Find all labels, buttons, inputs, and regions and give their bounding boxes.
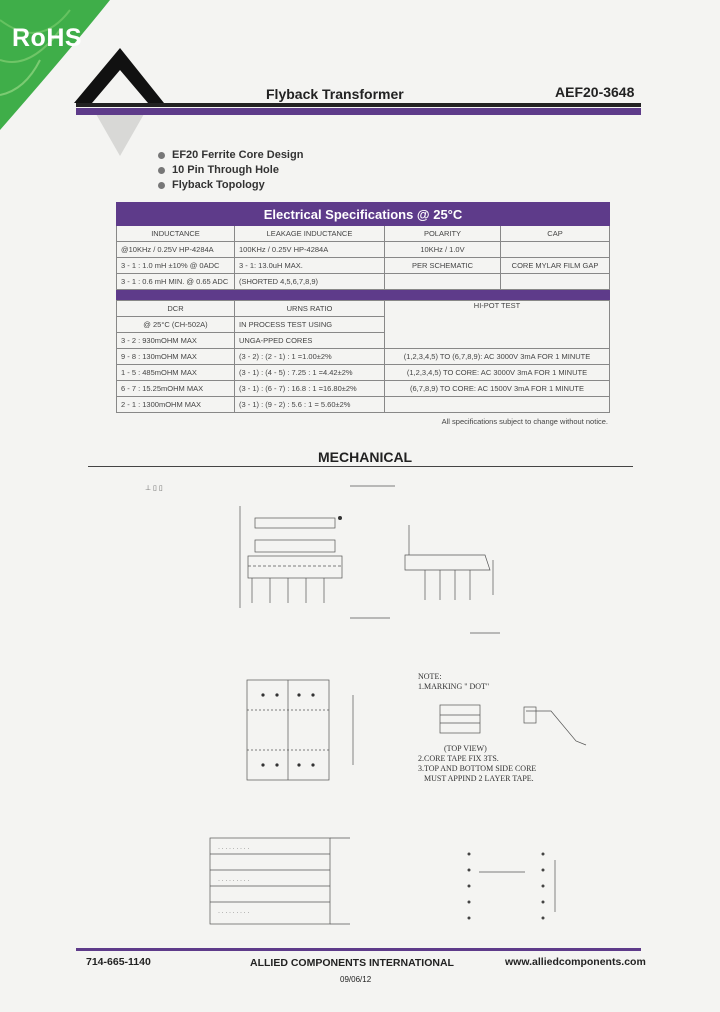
table-cell (385, 274, 501, 290)
table-cell: (1,2,3,4,5) TO (6,7,8,9): AC 3000V 3mA FOR 1 MINUTE (385, 349, 610, 365)
col-header: INDUCTANCE (117, 226, 235, 242)
notes-title: NOTE: (418, 672, 442, 681)
note-line: (TOP VIEW) (444, 744, 487, 753)
revision-date: 09/06/12 (340, 975, 372, 984)
svg-text:⊥ ▯ ▯: ⊥ ▯ ▯ (145, 485, 163, 492)
table-cell: (3 - 1) : (6 - 7) : 16.8 : 1 =16.80±2% (235, 381, 385, 397)
table-cell: 9 - 8 : 130mOHM MAX (117, 349, 235, 365)
part-number: AEF20-3648 (555, 84, 635, 100)
table-cell (501, 242, 610, 258)
col-header: CAP (501, 226, 610, 242)
top-view-drawing (235, 655, 365, 805)
company-name: ALLIED COMPONENTS INTERNATIONAL (250, 957, 454, 969)
side-view-drawing (140, 478, 400, 628)
table-cell: PER SCHEMATIC (385, 258, 501, 274)
section-band (117, 290, 610, 300)
note-line: 1.MARKING " DOT" (418, 682, 490, 691)
svg-text:· · · · · · · · ·: · · · · · · · · · (218, 878, 250, 884)
spec-table-title: Electrical Specifications @ 25°C (117, 203, 610, 226)
footer-rule (76, 948, 641, 951)
product-title: Flyback Transformer (266, 86, 404, 102)
mechanical-rule (88, 466, 633, 467)
header-rule (76, 103, 641, 107)
col-header: HI-POT TEST (385, 301, 610, 349)
note-line: 2.CORE TAPE FIX 3TS. (418, 754, 499, 763)
pin-layout-drawing (455, 812, 595, 927)
table-cell: 2 - 1 : 1300mOHM MAX (117, 397, 235, 413)
header-accent-bar (76, 108, 641, 115)
table-cell: @10KHz / 0.25V HP-4284A (117, 242, 235, 258)
table-cell: (1,2,3,4,5) TO CORE: AC 3000V 3mA FOR 1 MINUTE (385, 365, 610, 381)
table-cell: CORE MYLAR FILM GAP (501, 258, 610, 274)
table-cell: 3 - 1: 13.0uH MAX. (235, 258, 385, 274)
marking-sketch (436, 697, 606, 757)
table-cell: UNGA-PPED CORES (235, 333, 385, 349)
feature-item: Flyback Topology (172, 179, 265, 191)
table-cell: (3 - 2) : (2 - 1) : 1 =1.00±2% (235, 349, 385, 365)
feature-item: EF20 Ferrite Core Design (172, 149, 304, 161)
table-cell: 6 - 7 : 15.25mOHM MAX (117, 381, 235, 397)
table-cell: (3 - 1) : (9 - 2) : 5.6 : 1 = 5.60±2% (235, 397, 385, 413)
table-cell: 100KHz / 0.25V HP-4284A (235, 242, 385, 258)
website-link[interactable]: www.alliedcomponents.com (505, 956, 646, 968)
table-cell: (SHORTED 4,5,6,7,8,9) (235, 274, 385, 290)
feature-item: 10 Pin Through Hole (172, 164, 279, 176)
col-header: POLARITY (385, 226, 501, 242)
table-cell: 1 - 5 : 485mOHM MAX (117, 365, 235, 381)
table-cell: 3 - 2 : 930mOHM MAX (117, 333, 235, 349)
table-cell: 3 - 1 : 1.0 mH ±10% @ 0ADC (117, 258, 235, 274)
note-line: MUST APPIND 2 LAYER TAPE. (424, 774, 534, 783)
note-line: 3.TOP AND BOTTOM SIDE CORE (418, 764, 537, 773)
winding-diagram (140, 812, 380, 937)
table-cell (501, 274, 610, 290)
table-cell: 3 - 1 : 0.6 mH MIN. @ 0.65 ADC (117, 274, 235, 290)
col-header: LEAKAGE INDUCTANCE (235, 226, 385, 242)
spec-disclaimer: All specifications subject to change without notice. (441, 417, 608, 426)
table-cell: (3 - 1) : (4 - 5) : 7.25 : 1 =4.42±2% (235, 365, 385, 381)
table-cell (385, 397, 610, 413)
svg-text:· · · · · · · · ·: · · · · · · · · · (218, 910, 250, 916)
table-cell: IN PROCESS TEST USING (235, 317, 385, 333)
table-cell: (6,7,8,9) TO CORE: AC 1500V 3mA FOR 1 MINUTE (385, 381, 610, 397)
mechanical-title: MECHANICAL (318, 449, 413, 465)
phone-number: 714-665-1140 (86, 956, 151, 968)
col-header: DCR (117, 301, 235, 317)
table-cell: 10KHz / 1.0V (385, 242, 501, 258)
rohs-label: RoHS (12, 24, 83, 52)
svg-text:· · · · · · · · ·: · · · · · · · · · (218, 846, 250, 852)
electrical-spec-table (116, 202, 609, 413)
col-header: URNS RATIO (235, 301, 385, 317)
front-view-drawing (395, 515, 505, 640)
table-cell: @ 25°C (CH-502A) (117, 317, 235, 333)
